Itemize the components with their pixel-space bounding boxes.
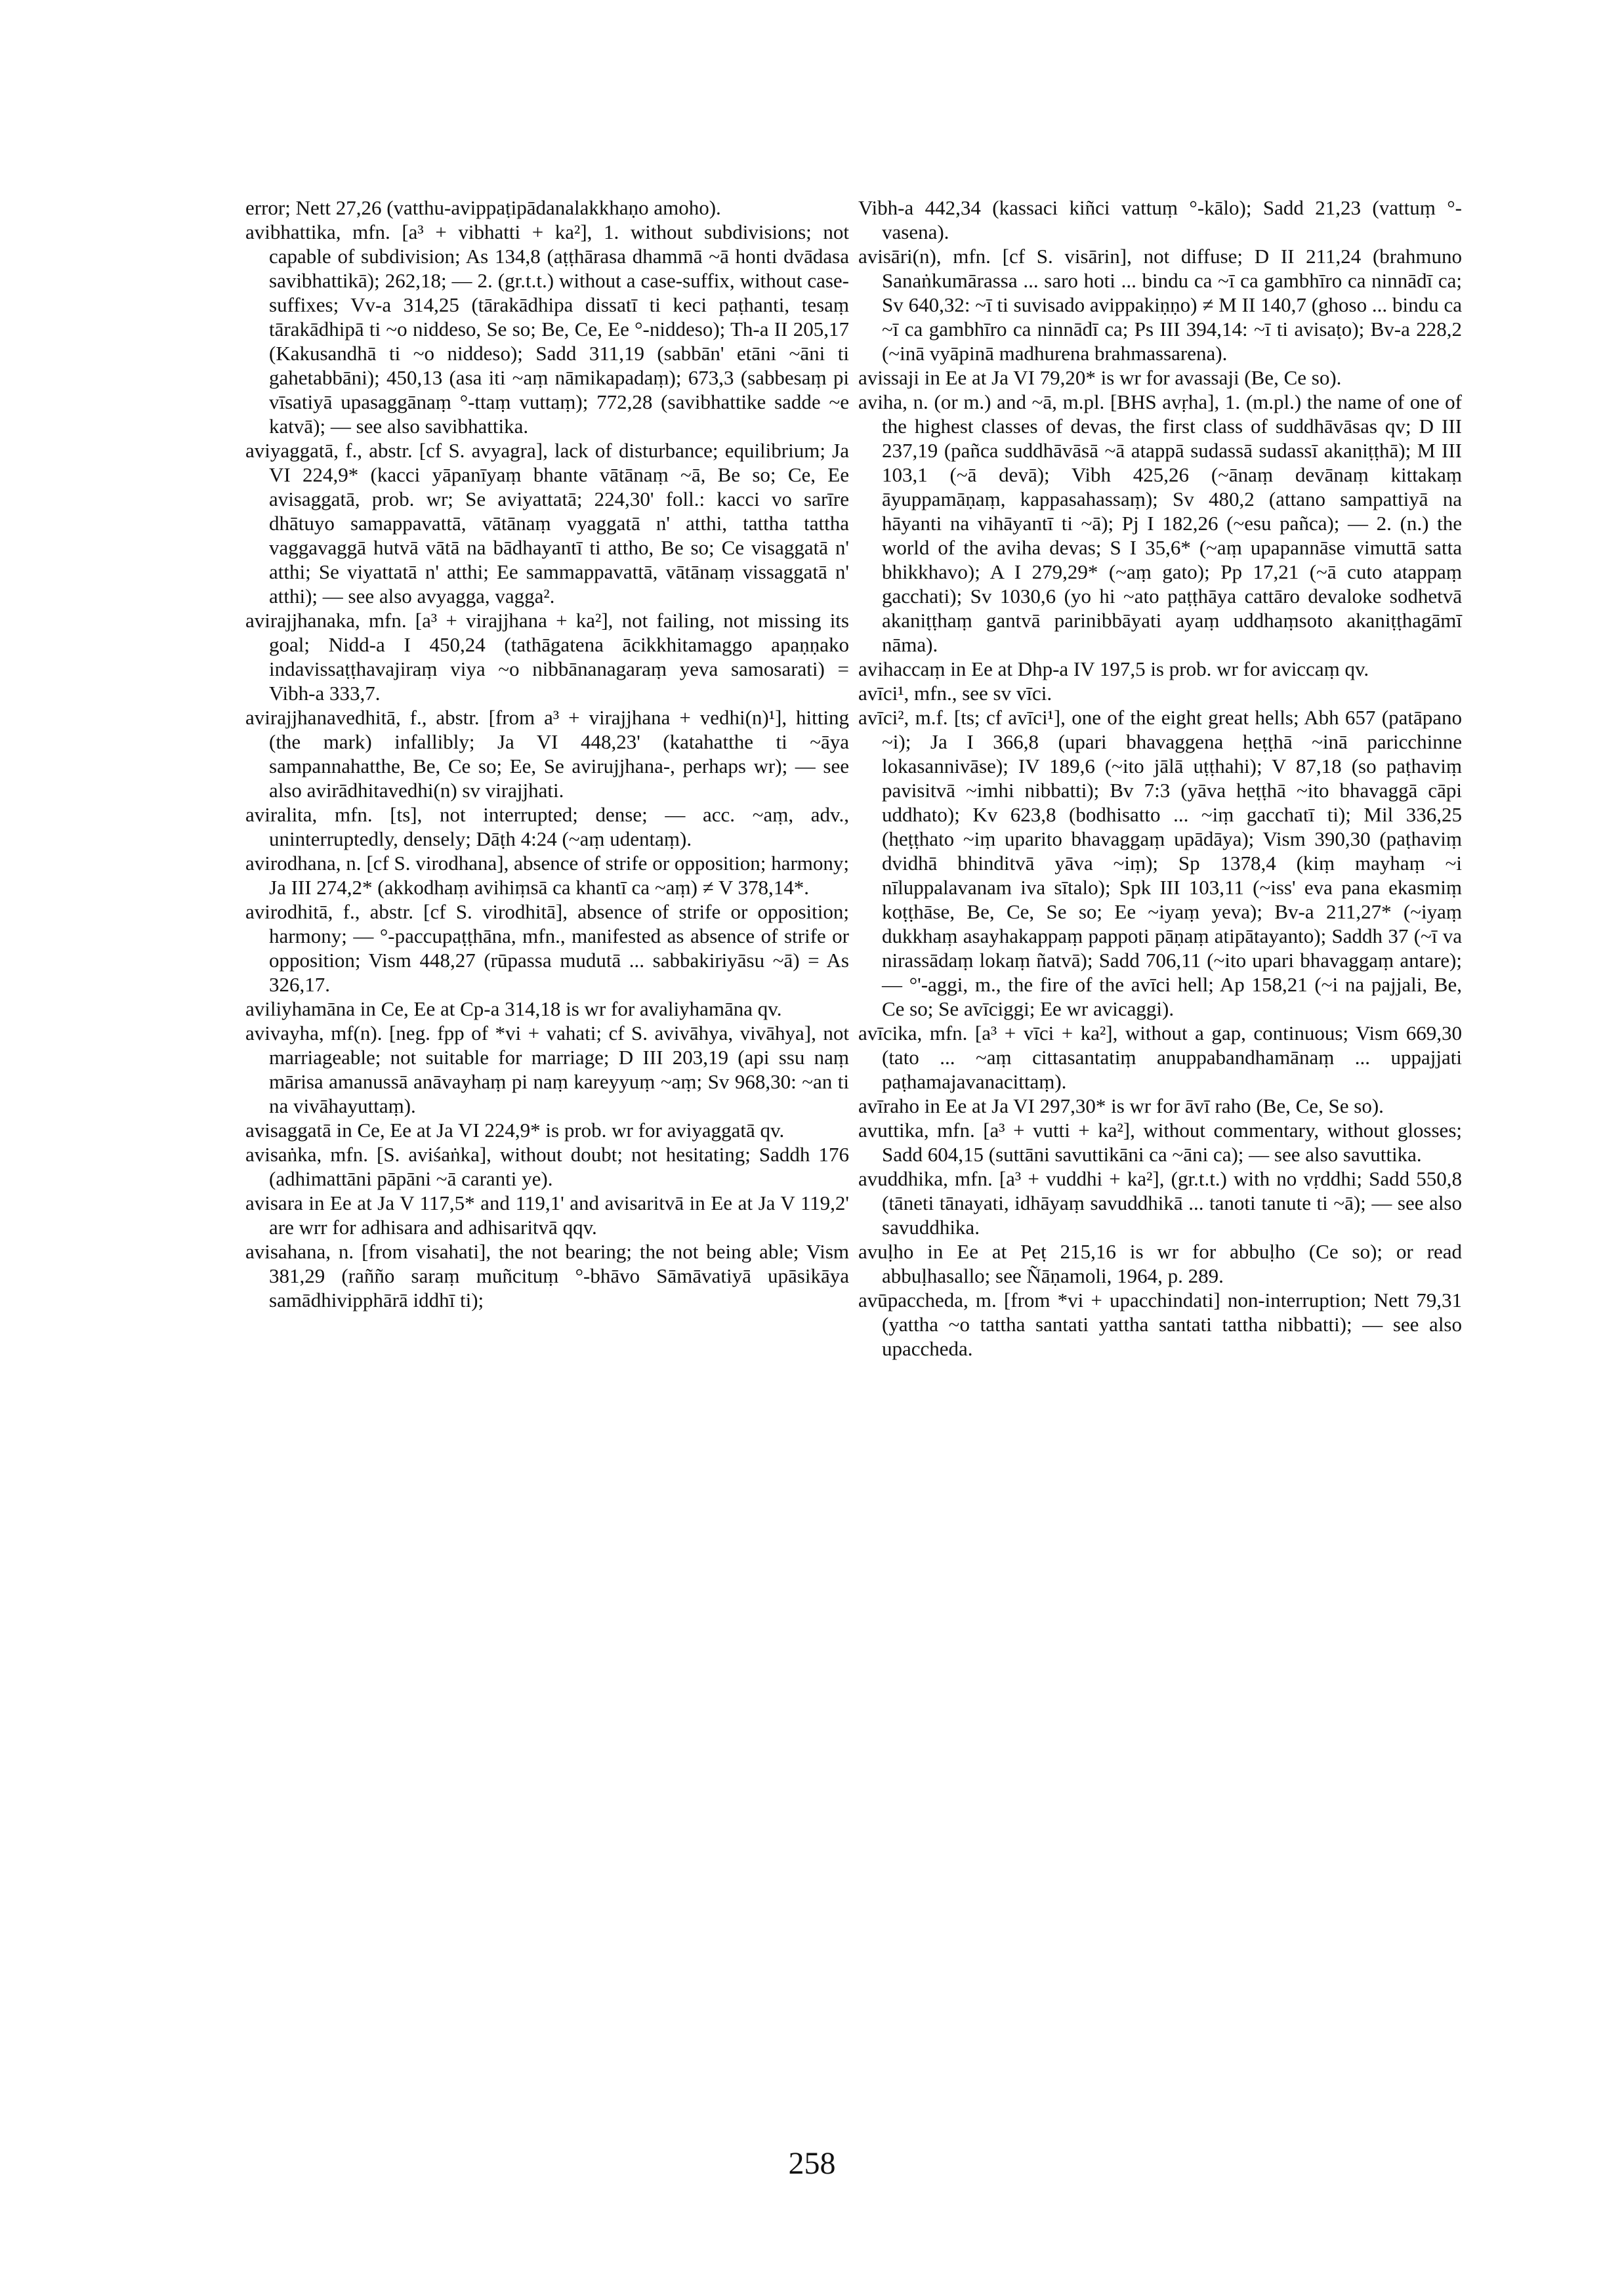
entry: avisahana, n. [from visahati], the not bearing; the not being able; Vism 381,29 (rañño saraṃ muñcituṃ °-bhāvo Sāmāvatiyā upāsikāya samādhivipphārā iddhī ti); (245, 1240, 849, 1312)
entry: avuddhika, mfn. [a³ + vuddhi + ka²], (gr.t.t.) with no vṛddhi; Sadd 550,8 (tāneti tānayati, idhāyaṃ savuddhikā ... tanoti tanute ti ~ā); — see also savuddhika. (858, 1167, 1462, 1239)
entry: avissaji in Ee at Ja VI 79,20* is wr for avassaji (Be, Ce so). (858, 366, 1342, 389)
entry: avuttika, mfn. [a³ + vutti + ka²], without commentary, without glosses; Sadd 604,15 (suttāni savuttikāni ca ~āni ca); — see also savuttika. (858, 1119, 1462, 1166)
entry: avuḷho in Ee at Peṭ 215,16 is wr for abbuḷho (Ce so); or read abbuḷhasallo; see Ñāṇamoli, 1964, p. 289. (858, 1240, 1462, 1287)
entry: avirajjhanavedhitā, f., abstr. [from a³ + virajjhana + vedhi(n)¹], hitting (the mark) infallibly; Ja VI 448,23' (katahatthe ti ~āya sampannahatthe, Be, Ce so; Ee, Se avirujjhana-, perhaps wr); — see also avirādhitavedhi(n) sv virajjhati. (245, 706, 849, 802)
entry: Vibh-a 442,34 (kassaci kiñci vattuṃ °-kālo); Sadd 21,23 (vattuṃ °-vasena). (858, 196, 1462, 243)
entry: avisara in Ee at Ja V 117,5* and 119,1' and avisaritvā in Ee at Ja V 119,2' are wrr for adhisara and adhisaritvā qqv. (245, 1191, 849, 1239)
entry: avīraho in Ee at Ja VI 297,30* is wr for āvī raho (Be, Ce, Se so). (858, 1094, 1384, 1117)
entry: avīci¹, mfn., see sv vīci. (858, 682, 1052, 705)
entry: avūpaccheda, m. [from *vi + upacchindati] non-interruption; Nett 79,31 (yattha ~o tattha santati yattha santati tattha nibbatti); — see also upaccheda. (858, 1289, 1462, 1360)
entry: aviha, n. (or m.) and ~ā, m.pl. [BHS avṛha], 1. (m.pl.) the name of one of the highest classes of devas, the first class of suddhāvāsas qv; D III 237,19 (pañca suddhāvāsā ~ā atappā sudassā sudassī akaniṭṭhā); M III 103,1 (~ā devā); Vibh 425,26 (~ānaṃ devānaṃ kittakaṃ āyuppamāṇaṃ, kappasahassaṃ); Sv 480,2 (attano sampattiyā na hāyanti na vihāyantī ti ~ā); Pj I 182,26 (~esu pañca); — 2. (n.) the world of the aviha devas; S I 35,6* (~aṃ upapannāse vimuttā satta bhikkhavo); A I 279,29* (~aṃ gato); Pp 17,21 (~ā cuto atappaṃ gacchati); Sv 1030,6 (yo hi ~ato paṭṭhāya cattāro devaloke sodhetvā akaniṭṭhaṃ gantvā parinibbāyati ayaṃ uddhaṃsoto akaniṭṭhagāmī nāma). (858, 390, 1462, 656)
entry: avisaṅka, mfn. [S. aviśaṅka], without doubt; not hesitating; Saddh 176 (adhimattāni pāpāni ~ā caranti ye). (245, 1143, 849, 1190)
entry: avīci², m.f. [ts; cf avīci¹], one of the eight great hells; Abh 657 (patāpano ~i); Ja I 366,8 (upari bhavaggena heṭṭhā ~inā paricchinne lokasannivāse); IV 189,6 (~ito jālā uṭṭhahi); V 87,18 (so paṭhaviṃ pavisitvā ~imhi nibbatti); Bv 7:3 (yāva heṭṭhā ~ito bhavaggā cāpi uddhato); Kv 623,8 (bodhisatto ... ~iṃ gacchatī ti); Mil 336,25 (heṭṭhato ~iṃ uparito bhavaggaṃ upādāya); Vism 390,30 (paṭhaviṃ dvidhā bhinditvā yāva ~iṃ); Sp 1378,4 (kiṃ mayhaṃ ~i nīluppalavanam iva sītalo); Spk III 103,11 (~iss' eva pana ekasmiṃ koṭṭhāse, Be, Ce, Se so; Ee ~iyaṃ yeva); Bv-a 211,27* (~iyaṃ dukkhaṃ asayhakappaṃ pappoti pāṇaṃ atipātayanto); Saddh 37 (~ī va nirassādaṃ lokaṃ ñatvā); Sadd 706,11 (~ito upari bhavaggaṃ antare); — °'-aggi, m., the fire of the avīci hell; Ap 158,21 (~i na pajjali, Be, Ce so; Se avīciggi; Ee wr avicaggi). (858, 706, 1462, 1020)
entry: avirodhana, n. [cf S. virodhana], absence of strife or opposition; harmony; Ja III 274,2* (akkodhaṃ avihiṃsā ca khantī ca ~aṃ) ≠ V 378,14*. (245, 852, 849, 899)
entry: avīcika, mfn. [a³ + vīci + ka²], without a gap, continuous; Vism 669,30 (tato ... ~aṃ cittasantatiṃ anuppabandhamānaṃ ... uppajjati paṭhamajavanacittaṃ). (858, 1022, 1462, 1093)
entry: aviyaggatā, f., abstr. [cf S. avyagra], lack of disturbance; equilibrium; Ja VI 224,9* (kacci yāpanīyaṃ bhante vātānaṃ ~ā, Be so; Ce, Ee avisaggatā, prob. wr; Se aviyattatā; 224,30' foll.: kacci vo sarīre dhātuyo samappavattā, vātānaṃ vyaggatā n' atthi, tattha tattha vaggavaggā hutvā vātā na bādhayantī ti attho, Be so; Ce visaggatā n' atthi; Se viyattatā n' atthi; Ee sammappavattā, vātānaṃ vissaggatā n' atthi); — see also avyagga, vagga². (245, 439, 849, 608)
entry: avivayha, mf(n). [neg. fpp of *vi + vahati; cf S. avivāhya, vivāhya], not marriageable; not suitable for marriage; D III 203,19 (api ssu naṃ mārisa amanussā anāvayhaṃ pi naṃ kareyyuṃ ~aṃ; Sv 968,30: ~an ti na vivāhayuttaṃ). (245, 1022, 849, 1117)
entry: aviliyhamāna in Ce, Ee at Cp-a 314,18 is wr for avaliyhamāna qv. (245, 997, 782, 1020)
right-column (858, 196, 1462, 1361)
entry: avisaggatā in Ce, Ee at Ja VI 224,9* is prob. wr for aviyaggatā qv. (245, 1119, 785, 1142)
entry: error; Nett 27,26 (vatthu-avippaṭipādanalakkhaṇo amoho). (245, 196, 721, 219)
entry: avibhattika, mfn. [a³ + vibhatti + ka²], 1. without subdivisions; not capable of subdivision; As 134,8 (aṭṭhārasa dhammā ~ā honti dvādasa savibhattikā); 262,18; — 2. (gr.t.t.) without a case-suffix, without case-suffixes; Vv-a 314,25 (tārakādhipa dissatī ti keci paṭhanti, tesaṃ tārakādhipā ti ~o niddeso, Se so; Be, Ce, Ee °-niddeso); Th-a II 205,17 (Kakusandhā ti ~o niddeso); Sadd 311,19 (sabbān' etāni ~āni ti gahetabbāni); 450,13 (asa iti ~aṃ nāmikapadaṃ); 673,3 (sabbesaṃ pi vīsatiyā upasaggānaṃ °-ttaṃ vuttaṃ); 772,28 (savibhattike sadde ~e katvā); — see also savibhattika. (245, 220, 849, 438)
entry: avisāri(n), mfn. [cf S. visārin], not diffuse; D II 211,24 (brahmuno Sanaṅkumārassa ... saro hoti ... bindu ca ~ī ca gambhīro ca ninnādī ca; Sv 640,32: ~ī ti suvisado avippakiṇṇo) ≠ M II 140,7 (ghoso ... bindu ca ~ī ca gambhīro ca ninnādī ca; Ps III 394,14: ~ī ti avisaṭo); Bv-a 228,2 (~inā vyāpinā madhurena brahmassarena). (858, 245, 1462, 365)
entry: avirajjhanaka, mfn. [a³ + virajjhana + ka²], not failing, not missing its goal; Nidd-a I 450,24 (tathāgatena ācikkhitamaggo apaṇṇako indavissaṭṭhavajiraṃ viya ~o nibbānanagaraṃ yeva samosarati) = Vibh-a 333,7. (245, 609, 849, 705)
entry: avirodhitā, f., abstr. [cf S. virodhitā], absence of strife or opposition; harmony; — °-paccupaṭṭhāna, mfn., manifested as absence of strife or opposition; Vism 448,27 (rūpassa mudutā ... sabbakiriyāsu ~ā) = As 326,17. (245, 900, 849, 996)
entry: aviralita, mfn. [ts], not interrupted; dense; — acc. ~aṃ, adv., uninterruptedly, densely; Dāṭh 4:24 (~aṃ udentaṃ). (245, 803, 849, 850)
page-number: 258 (788, 2146, 836, 2181)
left-column (245, 196, 849, 1312)
entry: avihaccaṃ in Ee at Dhp-a IV 197,5 is prob. wr for aviccaṃ qv. (858, 657, 1369, 680)
